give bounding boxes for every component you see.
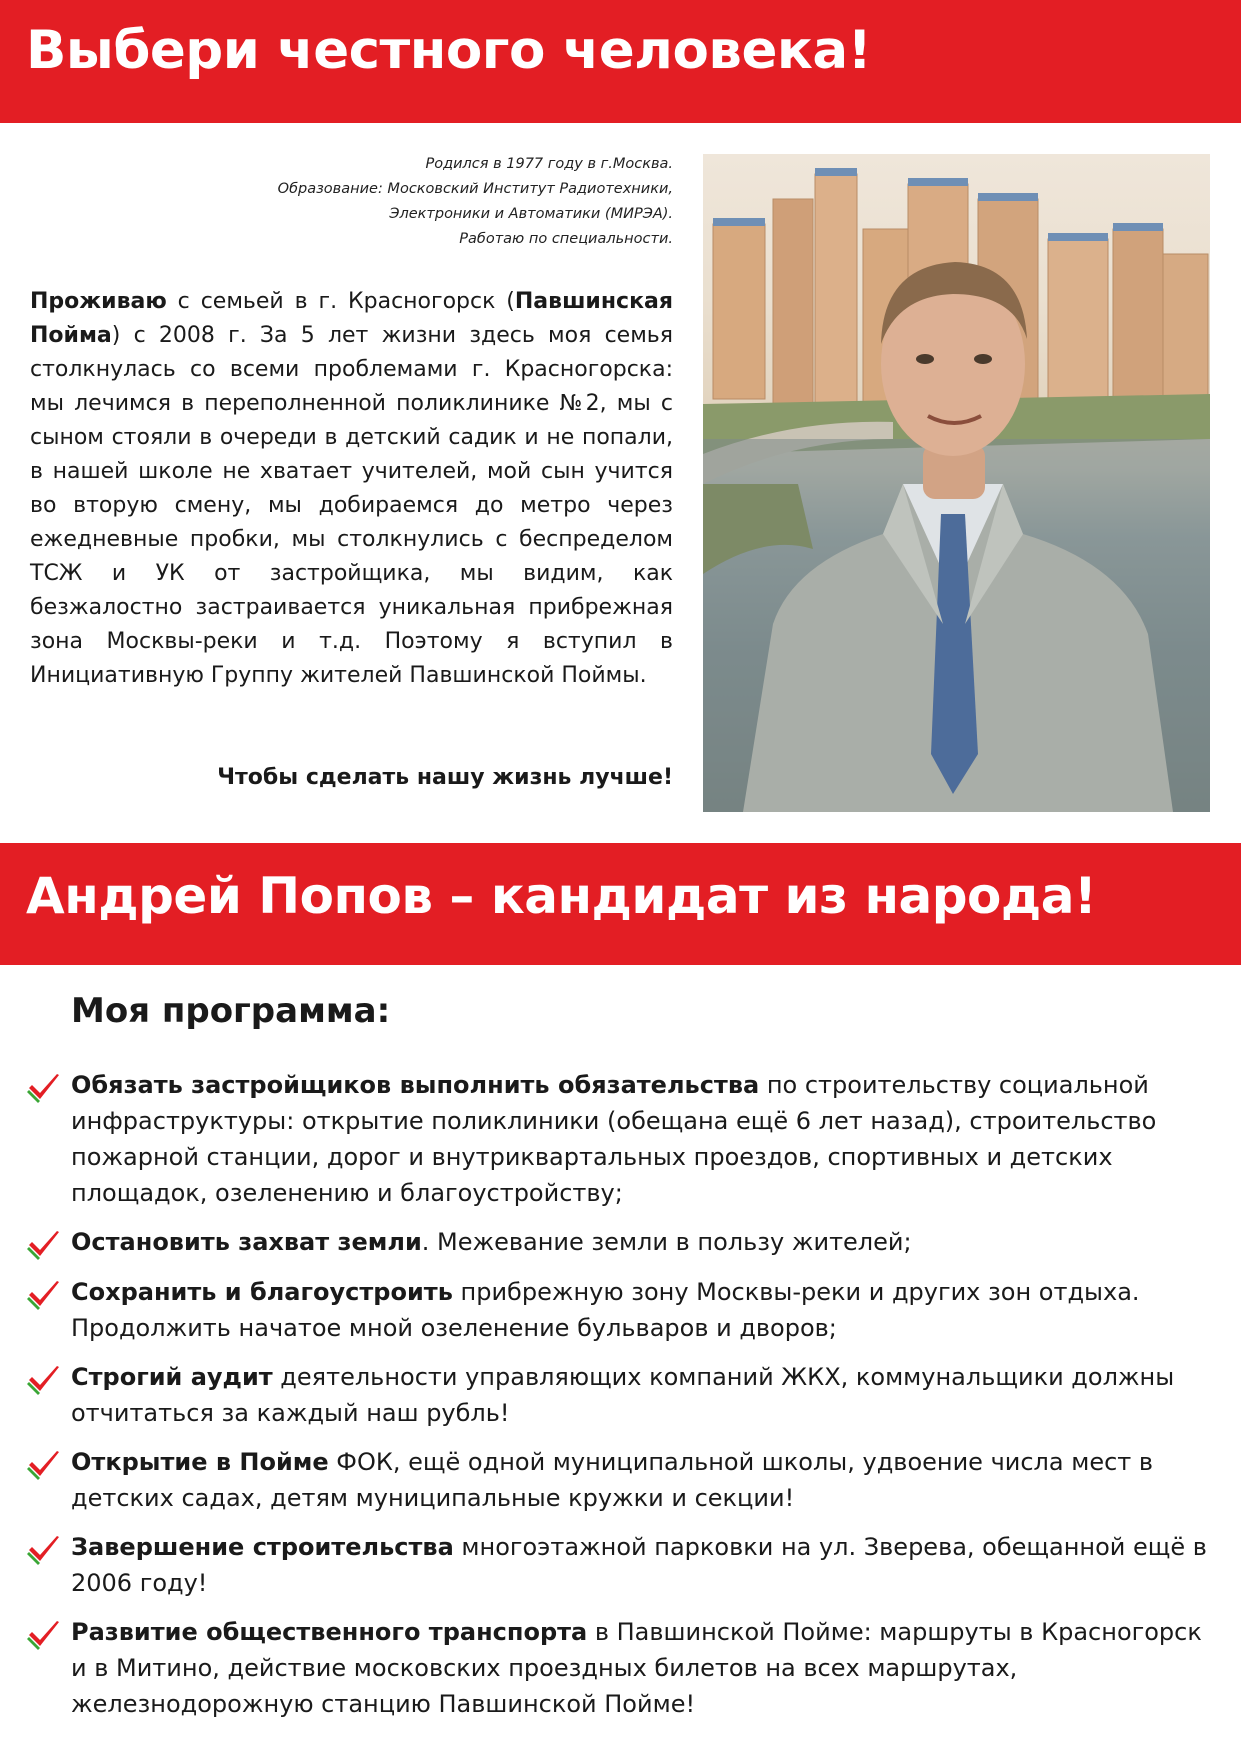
checkmark-icon [27, 1620, 61, 1650]
program-item-bold: Завершение строительства [71, 1533, 454, 1561]
checkmark-icon [27, 1535, 61, 1565]
story-bold: Проживаю [30, 289, 167, 314]
program-item [71, 1067, 1211, 1211]
photo-illustration [703, 154, 1210, 812]
story-text: ) с 2008 г. За 5 лет жизни здесь моя семья столкнулась со всеми проблемами г. Красногорска: мы лечимся в переполненной поликлинике №2, мы с сыном стояли в очереди в детский садик и не попали, в нашей школе не хватает учителей, мой сын учится во вторую смену, мы добираемся до метро через ежедневные пробки, мы столкнулись с беспределом ТСЖ и УК от застройщика, мы видим, как безжалостно застраивается уникальная прибрежная зона Москвы-реки и т.д. Поэтому я вступил в Инициативную Группу жителей Павшинской Поймы. [30, 323, 673, 688]
program-item-bold: Строгий аудит [71, 1363, 273, 1391]
checkmark-icon [27, 1365, 61, 1395]
bio-line: Работаю по специальности. [459, 231, 673, 247]
program-item [71, 1614, 1211, 1722]
headline-banner [0, 0, 1241, 123]
program-item-text: деятельности управляющих компаний ЖКХ, коммунальщики должны отчитаться за каждый наш рубль! [71, 1363, 1175, 1427]
checkmark-icon [27, 1230, 61, 1260]
program-item-bold: Открытие в Пойме [71, 1448, 329, 1476]
program-item-bold: Обязать застройщиков выполнить обязательства [71, 1071, 760, 1099]
program-item-text: в Павшинской Пойме: маршруты в Красногорск и в Митино, действие московских проездных билетов на всех маршрутах, железнодорожную станцию Павшинской Пойме! [71, 1618, 1202, 1718]
program-item-text: многоэтажной парковки на ул. Зверева, обещанной ещё в 2006 году! [71, 1533, 1207, 1597]
program-item [71, 1274, 1211, 1346]
story-paragraph [30, 285, 673, 693]
program-item-bold: Сохранить и благоустроить [71, 1278, 453, 1306]
program-title: Моя программа: [71, 991, 391, 1031]
bio-line: Родился в 1977 году в г.Москва. [425, 156, 673, 172]
program-item-text: прибрежную зону Москвы-реки и других зон отдыха. Продолжить начатое мной озеленение бульваров и дворов; [71, 1278, 1140, 1342]
program-item-bold: Развитие общественного транспорта [71, 1618, 588, 1646]
program-item [71, 1529, 1211, 1601]
program-item-text: по строительству социальной инфраструктуры: открытие поликлиники (обещана ещё 6 лет назад), строительство пожарной станции, дорог и внутриквартальных проездов, спортивных и детских площадок, озеленению и благоустройству; [71, 1071, 1157, 1207]
candidate-banner [0, 843, 1241, 965]
bio-line: Электроники и Автоматики (МИРЭА). [389, 206, 673, 222]
program-item-bold: Остановить захват земли [71, 1228, 422, 1256]
story-bold: Павшинская Пойма [30, 289, 673, 348]
slogan: Чтобы сделать нашу жизнь лучше! [217, 765, 673, 790]
program-item-text: ФОК, ещё одной муниципальной школы, удвоение числа мест в детских садах, детям муниципальные кружки и секции! [71, 1448, 1154, 1512]
checkmark-icon [27, 1280, 61, 1310]
candidate-banner-text: Андрей Попов – кандидат из народа! [26, 867, 1097, 925]
program-item [71, 1359, 1211, 1431]
program-item [71, 1444, 1211, 1516]
program-item [71, 1224, 1211, 1260]
candidate-photo [703, 154, 1210, 812]
program-item-text: . Межевание земли в пользу жителей; [421, 1228, 912, 1256]
headline-text: Выбери честного человека! [26, 20, 872, 81]
story-text: с семьей в г. Красногорск ( [166, 289, 515, 314]
checkmark-icon [27, 1450, 61, 1480]
checkmark-icon [27, 1073, 61, 1103]
bio-block [150, 152, 673, 252]
bio-line: Образование: Московский Институт Радиотехники, [277, 181, 673, 197]
